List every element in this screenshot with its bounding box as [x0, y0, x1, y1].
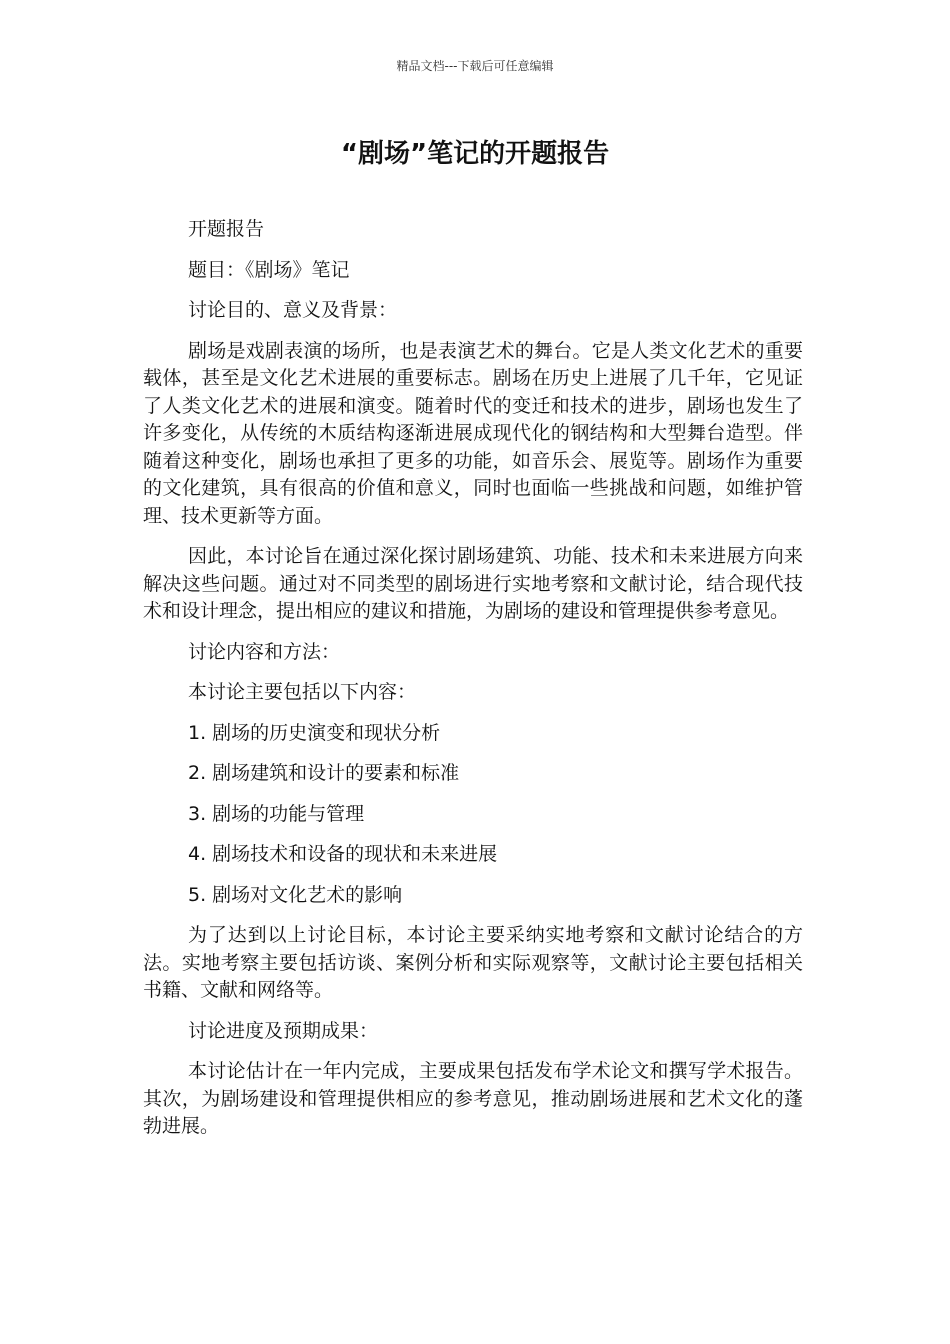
- section-heading-purpose: 讨论目的、意义及背景：: [188, 299, 398, 321]
- paragraph-topic: 题目：《剧场》笔记: [188, 258, 350, 281]
- section-heading-schedule: 讨论进度及预期成果：: [188, 1019, 379, 1042]
- paragraph-methods: 为了达到以上讨论目标，本讨论主要采纳实地考察和文献讨论结合的方法。实地考察主要包括访谈、案例分析和实际观察等，文献讨论主要包括相关书籍、文献和网络等。: [143, 924, 803, 1001]
- list-item: 5. 剧场对文化艺术的影响: [188, 883, 403, 906]
- page-header-note: 精品文档---下载后可任意编辑: [396, 59, 554, 73]
- section-heading-content-methods: 讨论内容和方法：: [188, 640, 341, 663]
- paragraph-background: 剧场是戏剧表演的场所，也是表演艺术的舞台。它是人类文化艺术的重要载体，甚至是文化艺术进展的重要标志。剧场在历史上进展了几千年，它见证了人类文化艺术的进展和演变。随着时代的变迁和技术的进步，剧场也发生了许多变化，从传统的木质结构逐渐进展成现代化的钢结构和大型舞台造型。伴随着这种变化，剧场也承担了更多的功能，如音乐会、展览等。剧场作为重要的文化建筑，具有很高的价值和意义，同时也面临一些挑战和问题，如维护管理、技术更新等方面。: [143, 339, 803, 527]
- paragraph-aim: 因此，本讨论旨在通过深化探讨剧场建筑、功能、技术和未来进展方向来解决这些问题。通过对不同类型的剧场进行实地考察和文献讨论，结合现代技术和设计理念，提出相应的建议和措施，为剧场的建设和管理提供参考意见。: [143, 545, 803, 622]
- paragraph-report-label: 开题报告: [188, 218, 265, 240]
- document-body: [143, 216, 803, 1154]
- list-item: 3. 剧场的功能与管理: [188, 802, 365, 825]
- list-item: 1. 剧场的历史演变和现状分析: [188, 721, 441, 744]
- list-item: 4. 剧场技术和设备的现状和未来进展: [188, 843, 498, 865]
- paragraph-content-intro: 本讨论主要包括以下内容：: [188, 681, 417, 703]
- list-item: 2. 剧场建筑和设计的要素和标准: [188, 762, 460, 784]
- paragraph-expected-results: 本讨论估计在一年内完成，主要成果包括发布学术论文和撰写学术报告。其次，为剧场建设和管理提供相应的参考意见，推动剧场进展和艺术文化的蓬勃进展。: [143, 1060, 803, 1137]
- document-title: “剧场”笔记的开题报告: [340, 139, 610, 169]
